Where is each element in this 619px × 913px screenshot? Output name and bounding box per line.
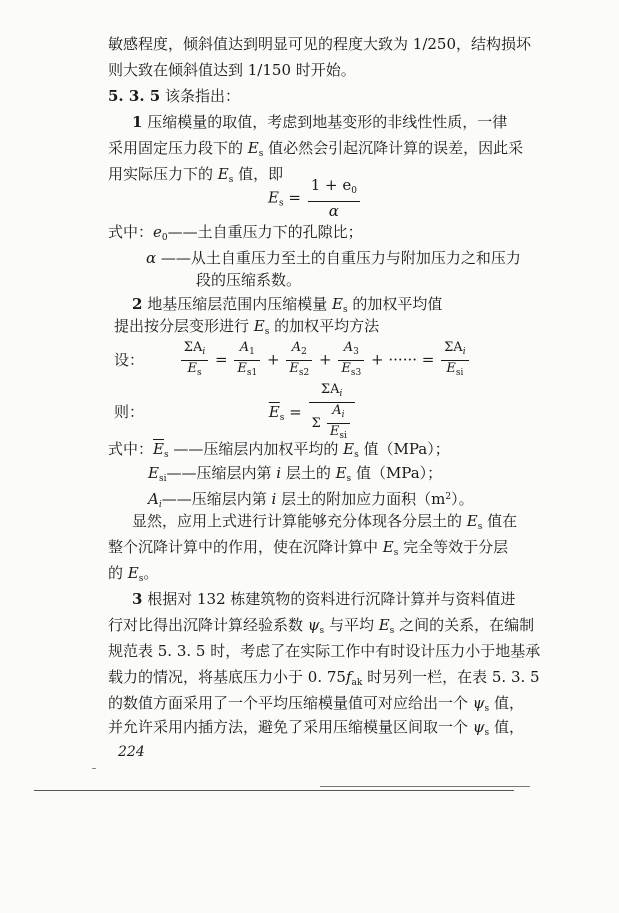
paragraph-4-line: 规范表 5. 3. 5 时，考虑了在实际工作中有时设计压力小于地基承 [108, 642, 541, 660]
scan-mark [92, 768, 96, 769]
definition-line: $E_{si}——$压缩层内第 i 层土的 $E_s$ 值（MPa）； [148, 464, 443, 484]
paragraph-4-line: 并允许采用内插方法，避免了采用压缩模量区间取一个 $\psi_s$ 值， [108, 718, 524, 738]
fraction: $\frac{A_1}{E_{s1}}$ [234, 340, 260, 381]
paragraph-3-line: 整个沉降计算中的作用，使在沉降计算中 $E_s$ 完全等效于分层 [108, 538, 509, 558]
paragraph-4-line: 3 根据对 132 栋建筑物的资料进行沉降计算并与资料值进 [132, 590, 516, 608]
paragraph-1-line: 采用固定压力段下的 $E_s$ 值必然会引起沉降计算的误差，因此采 [108, 139, 524, 159]
text-line: 敏感程度，倾斜值达到明显可见的程度大致为 1/250，结构损坏 [108, 35, 531, 53]
definition-line: α ——从土自重压力至土的自重压力与附加压力之和压力 [146, 249, 521, 267]
section-text: 该条指出： [164, 87, 240, 105]
section-heading [108, 86, 240, 106]
paragraph-4-line: 的数值方面采用了一个平均压缩模量值可对应给出一个 $\psi_s$ 值， [108, 694, 524, 714]
definition-line: 式中：$e_0——$土自重压力下的孔隙比； [108, 223, 363, 243]
paragraph-2-title: 2 地基压缩层范围内压缩模量 $E_s$ 的加权平均值 [132, 295, 443, 315]
equation-then: 则： $\overline{E}_s$ = $\Sigma A_i$ Σ $\frac{A_i}{E_{si}}$ [114, 382, 357, 444]
definition-line: 段的压缩系数。 [196, 271, 302, 289]
equation-set: 设： $\frac{\Sigma A_i}{E_s}$ = $\frac{A_1}{E_{s1}}$ + $\frac{A_2}{E_{s2}}$ + $\frac{A_3}{E_{s3}}$ + ······ = $\frac{\Sigma A_i}{E_{si}}$ [114, 340, 471, 381]
paragraph-1-line: 1 压缩模量的取值，考虑到地基变形的非线性性质，一律 [132, 113, 508, 131]
text-line: 则大致在倾斜值达到 1/150 时开始。 [108, 61, 356, 79]
fraction: $\Sigma A_i$ Σ $\frac{A_i}{E_{si}}$ [309, 382, 355, 444]
fraction: $\frac{A_3}{E_{s3}}$ [338, 340, 364, 381]
scan-line [320, 786, 530, 787]
paragraph-2-line: 提出按分层变形进行 $E_s$ 的加权平均方法 [114, 317, 380, 337]
paragraph-4-line: 载力的情况，将基底压力小于 0. $75f_{ak}$ 时另列一栏，在表 5. 3. 5 [108, 668, 540, 688]
definition-line: $A_i——$压缩层内第 i 层土的附加应力面积$(m^2)$。 [148, 490, 474, 510]
paragraph-3-line: 的 $E_s$。 [108, 564, 159, 584]
fraction: $\frac{1 + e_0}{\alpha}$ [308, 176, 360, 221]
paragraph-1-line: 用实际压力下的 $E_s$ 值，即 [108, 165, 284, 185]
section-number: 5. 3. 5 [108, 87, 161, 105]
definition-line: 式中：$\overline{E}_s$ ——压缩层内加权平均的 $E_s$ 值（MPa）； [108, 440, 450, 460]
fraction: $\frac{\Sigma A_i}{E_{si}}$ [441, 340, 468, 381]
fraction: $\frac{A_2}{E_{s2}}$ [286, 340, 312, 381]
fraction: $\frac{\Sigma A_i}{E_s}$ [181, 340, 208, 381]
paragraph-4-line: 行对比得出沉降计算经验系数 $\psi_s$ 与平均 $E_s$ 之间的关系，在编制 [108, 616, 535, 636]
page-number: 224 [118, 744, 145, 760]
item-number: 1 [132, 113, 143, 131]
scan-line [34, 790, 514, 791]
equation-es: $E_s$ = $\frac{1 + e_0}{\alpha}$ [268, 176, 362, 221]
paragraph-3-line: 显然，应用上式进行计算能够充分体现各分层土的 $E_s$ 值在 [132, 512, 518, 532]
